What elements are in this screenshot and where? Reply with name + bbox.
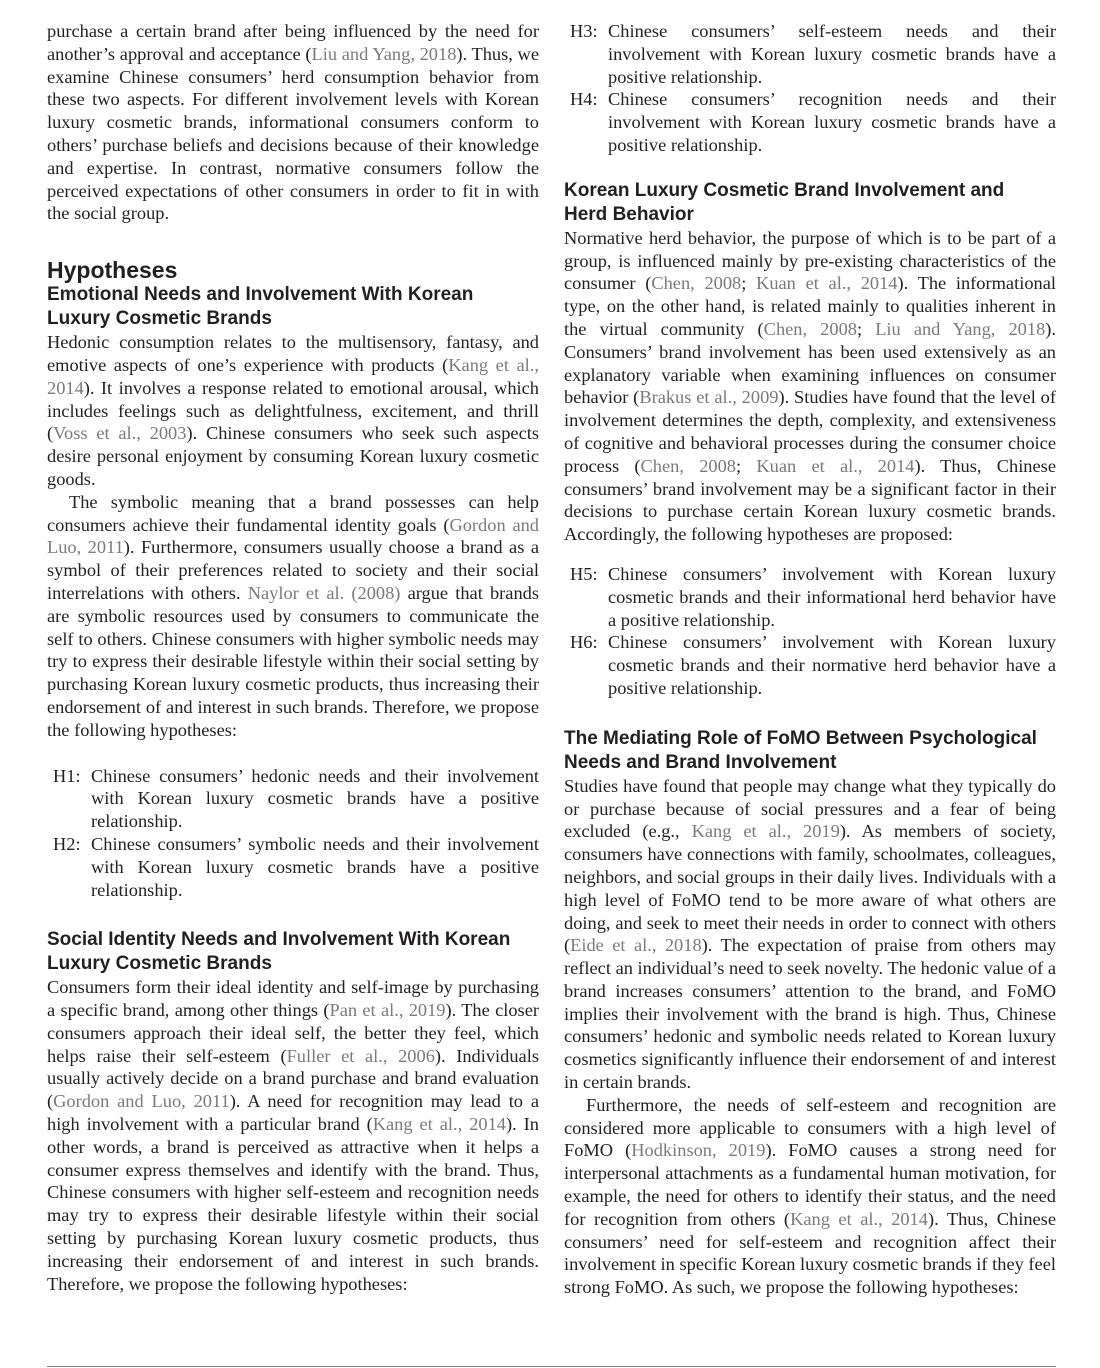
footer-divider [47, 1366, 1056, 1367]
citation-link[interactable]: Kang et al., 2014 [372, 1114, 506, 1135]
citation-link[interactable]: Kang et al., 2019 [691, 821, 840, 842]
subsection-heading-emotional: Emotional Needs and Involvement With Korean Luxury Cosmetic Brands [47, 284, 474, 330]
citation-link[interactable]: Kuan et al., 2014 [756, 455, 915, 476]
citation-link[interactable]: Hodkinson, 2019 [631, 1140, 766, 1161]
citation-link[interactable]: Kang et al., 2014 [790, 1208, 928, 1229]
citation-link[interactable]: Chen, 2008 [640, 455, 736, 476]
citation-link[interactable]: Liu and Yang, 2018 [875, 318, 1046, 339]
citation-link[interactable]: Kang et al., 2014 [47, 354, 539, 398]
subsection-heading-herd: Korean Luxury Cosmetic Brand Involvement and Herd Behavior [564, 179, 1005, 225]
citation-link[interactable]: Kuan et al., 2014 [756, 273, 898, 294]
citation-link[interactable]: Voss et al., 2003 [53, 423, 187, 444]
citation-link[interactable]: Gordon and Luo, 2011 [53, 1091, 230, 1112]
hypothesis-label: H3: [570, 21, 598, 41]
citation-link[interactable]: Naylor et al. (2008) [247, 582, 401, 603]
intro-paragraph: purchase a certain brand after being influenced by the need for another’s approval and acceptance (Liu and Yang, 2018). Thus, we examine Chinese consumers’ herd consumption behavior from these two aspects. For different involvement levels with Korean luxury cosmetic brands, informational consumers conform to others’ purchase beliefs and decisions because of their knowledge and expertise. In contrast, normative consumers follow the perceived expectations of other consumers in order to fit in with the social group. [47, 21, 539, 224]
hypothesis-text: Chinese consumers’ self-esteem needs and their involvement with Korean luxury cosmetic brands have a positive relationship. [608, 21, 1056, 87]
paragraph: The symbolic meaning that a brand possesses can help consumers achieve their fundamental identity goals (Gordon and Luo, 2011). Furthermore, consumers usually choose a brand as a symbol of their preferences related to society and their social interrelations with others. Naylor et al. (2008) argue that brands are symbolic resources used by consumers to communicate the self to others. Chinese consumers with higher symbolic needs may try to express their desirable lifestyle within their social setting by purchasing Korean luxury cosmetic products, thus increasing their endorsement of and interest in such brands. Therefore, we propose the following hypotheses: [47, 491, 540, 740]
citation-link[interactable]: Chen, 2008 [763, 318, 857, 339]
section-title: Hypotheses [47, 257, 178, 284]
hypothesis-item [564, 88, 1056, 156]
right-column [564, 20, 1056, 1299]
hypothesis-label: H6: [570, 632, 598, 653]
subsection-heading-fomo: The Mediating Role of FoMO Between Psychological Needs and Brand Involvement [564, 727, 1037, 773]
hypothesis-text: Chinese consumers’ recognition needs and their involvement with Korean luxury cosmetic brands have a positive relationship. [608, 89, 1056, 155]
hypothesis-label: H2: [53, 833, 81, 854]
paragraph: Furthermore, the needs of self-esteem and recognition are considered more applicable to consumers with a high level of FoMO (Hodkinson, 2019). FoMO causes a strong need for interpersonal attachments as a fundamental human motivation, for example, the need for others to identify their status, and the need for recognition from others (Kang et al., 2014). Thus, Chinese consumers’ need for self-esteem and recognition affect their involvement in specific Korean luxury cosmetic brands if they feel strong FoMO. As such, we propose the following hypotheses: [564, 1094, 1056, 1298]
citation-link[interactable]: Gordon and Luo, 2011 [47, 514, 540, 558]
hypothesis-item [47, 765, 539, 833]
hypothesis-item [564, 631, 1056, 699]
citation-link[interactable]: Pan et al., 2019 [329, 1000, 446, 1021]
hypothesis-text: Chinese consumers’ symbolic needs and their involvement with Korean luxury cosmetic brands have a positive relationship. [91, 833, 539, 900]
hypothesis-text: Chinese consumers’ involvement with Korean luxury cosmetic brands and their informational herd behavior have a positive relationship. [608, 563, 1056, 630]
hypothesis-label: H1: [53, 765, 81, 786]
paragraph: Consumers form their ideal identity and self-image by purchasing a specific brand, among other things (Pan et al., 2019). The closer consumers approach their ideal self, the better they feel, which helps raise their self-esteem (Fuller et al., 2006). Individuals usually actively decide on a brand purchase and brand evaluation (Gordon and Luo, 2011). A need for recognition may lead to a high involvement with a particular brand (Kang et al., 2014). In other words, a brand is perceived as attractive when it helps a consumer express themselves and identify with the brand. Thus, Chinese consumers with higher self-esteem and recognition needs may try to express their desirable lifestyle within their social setting by purchasing Korean luxury cosmetic products, thus increasing their endorsement of and interest in such brands. Therefore, we propose the following hypotheses: [47, 977, 539, 1294]
hypothesis-item [47, 833, 539, 901]
hypothesis-text: Chinese consumers’ hedonic needs and their involvement with Korean luxury cosmetic brands have a positive relationship. [91, 765, 539, 832]
citation-link[interactable]: Brakus et al., 2009 [639, 387, 779, 408]
citation-link[interactable]: Liu and Yang, 2018 [311, 43, 457, 64]
paragraph: Normative herd behavior, the purpose of which is to be part of a group, is influenced mainly by pre-existing characteristics of the consumer (Chen, 2008; Kuan et al., 2014). The informational type, on the other hand, is related mainly to qualities inherent in the virtual community (Chen, 2008; Liu and Yang, 2018). Consumers’ brand involvement has been used extensively as an explanatory variable when examining influences on consumer behavior (Brakus et al., 2009). Studies have found that the level of involvement determines the depth, complexity, and extensiveness of cognitive and behavioral processes during the consumer choice process (Chen, 2008; Kuan et al., 2014). Thus, Chinese consumers’ brand involvement may be a significant factor in their decisions to purchase certain Korean luxury cosmetic brands. Accordingly, the following hypotheses are proposed: [564, 227, 1056, 545]
citation-link[interactable]: Chen, 2008 [651, 273, 742, 294]
paragraph: Studies have found that people may change what they typically do or purchase because of social pressures and a fear of being excluded (e.g., Kang et al., 2019). As members of society, consumers have connections with family, schoolmates, colleagues, neighbors, and social groups in their daily lives. Individuals with a high level of FoMO tend to be more aware of what others are doing, and seek to meet their needs in order to connect with others (Eide et al., 2018). The expectation of praise from others may reflect an individual’s need to seek novelty. The hedonic value of a brand increases consumers’ attention to the brand, and FoMO implies their involvement with the brand is high. Thus, Chinese consumers’ hedonic and symbolic needs related to Korean luxury cosmetics significantly influence their endorsement of and interest in certain brands. [564, 775, 1057, 1093]
hypothesis-label: H4: [570, 89, 598, 110]
paragraph: Hedonic consumption relates to the multisensory, fantasy, and emotive aspects of one’s experience with products (Kang et al., 2014). It involves a response related to emotional arousal, which includes feelings such as delightfulness, excitement, and thrill (Voss et al., 2003). Chinese consumers who seek such aspects desire personal enjoyment by consuming Korean luxury cosmetic goods. [47, 332, 539, 489]
hypothesis-text: Chinese consumers’ involvement with Korean luxury cosmetic brands and their normative herd behavior have a positive relationship. [608, 632, 1056, 698]
hypothesis-item [564, 20, 1056, 88]
subsection-heading-social: Social Identity Needs and Involvement With Korean Luxury Cosmetic Brands [47, 929, 511, 975]
citation-link[interactable]: Fuller et al., 2006 [286, 1045, 435, 1066]
left-column [47, 20, 539, 1295]
hypothesis-label: H5: [570, 563, 598, 584]
hypothesis-item [564, 563, 1056, 631]
citation-link[interactable]: Eide et al., 2018 [570, 935, 702, 956]
